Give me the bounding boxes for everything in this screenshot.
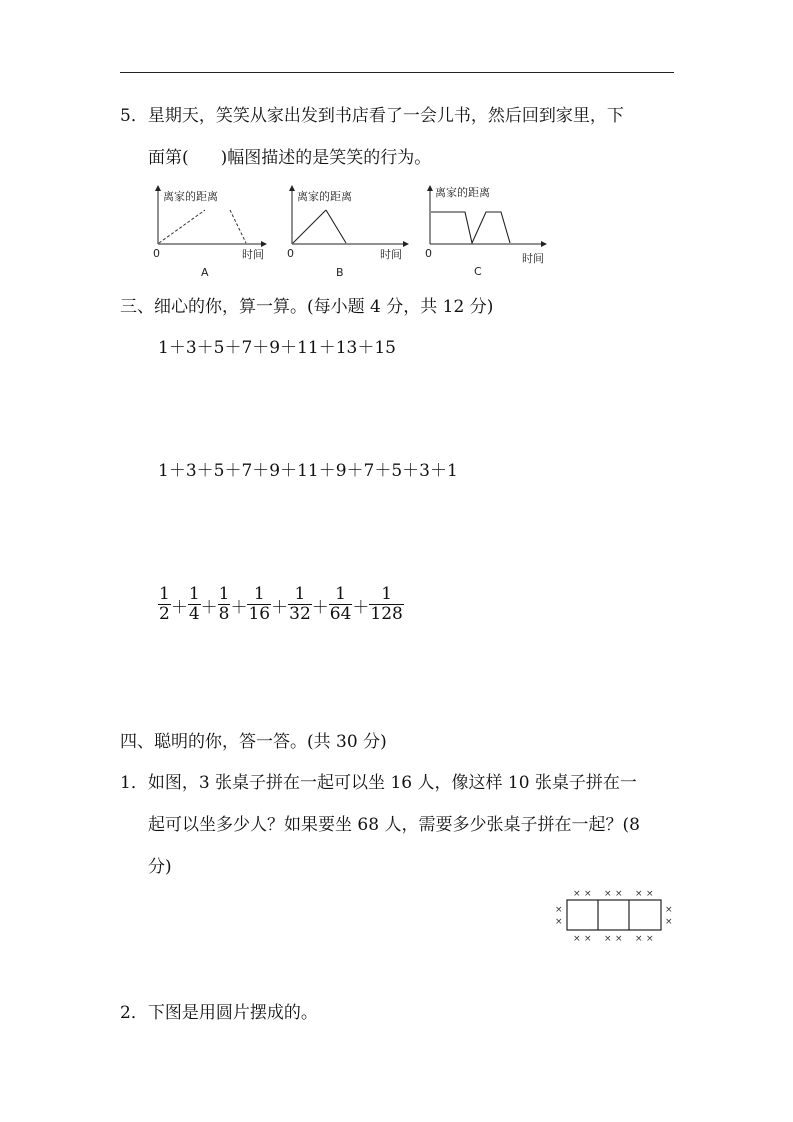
plus-sign: ＋: [352, 597, 370, 618]
q5-line2-post: )幅图描述的是笑笑的行为。: [220, 148, 432, 168]
fraction: $\frac{1}{32}$: [289, 584, 311, 624]
seat-mark: ×: [584, 934, 592, 944]
seat-mark: ×: [615, 934, 623, 944]
plus-sign: ＋: [170, 597, 188, 618]
q5-line2: [148, 148, 431, 168]
header-rule: [120, 72, 674, 73]
plus-sign: ＋: [311, 597, 329, 618]
graph-c-xlabel: 时间: [522, 252, 544, 265]
graph-c-letter: C: [474, 265, 482, 278]
graph-a-ylabel: 离家的距离: [163, 190, 218, 203]
q1-line3: 分): [148, 857, 172, 877]
q1-line1: 1．如图，3 张桌子拼在一起可以坐 16 人，像这样 10 张桌子拼在一: [120, 773, 637, 793]
q1-line2: 起可以坐多少人？如果要坐 68 人，需要多少张桌子拼在一起？(8: [148, 815, 640, 835]
fraction: $\frac{1}{16}$: [248, 584, 271, 624]
fraction: $\frac{1}{128}$: [370, 584, 403, 624]
expr-1: 1＋3＋5＋7＋9＋11＋13＋15: [158, 338, 396, 358]
seat-mark: ×: [555, 905, 563, 915]
graph-c: [422, 182, 554, 280]
graph-b-line-out: [293, 210, 326, 243]
graph-a-xlabel: 时间: [242, 248, 264, 261]
table-row-outline: [567, 900, 661, 930]
q5-line1: 5．星期天，笑笑从家出发到书店看了一会儿书，然后回到家里，下: [120, 106, 624, 126]
graph-a-letter: A: [201, 266, 209, 279]
plus-sign: ＋: [230, 597, 248, 618]
q2-line1: 2．下图是用圆片摆成的。: [120, 1003, 318, 1023]
seat-mark: ×: [646, 889, 654, 899]
seat-mark: ×: [615, 889, 623, 899]
seat-mark: ×: [573, 934, 581, 944]
graph-c-line: [431, 212, 510, 243]
graph-c-origin: 0: [425, 247, 432, 260]
seat-mark: ×: [635, 889, 643, 899]
fraction: $\frac{1}{64}$: [329, 584, 352, 624]
seat-mark: ×: [584, 889, 592, 899]
graph-a-line-out: [159, 210, 205, 243]
fraction: $\frac{1}{4}$: [188, 584, 200, 624]
graph-b: [284, 182, 412, 280]
graph-b-xlabel: 时间: [380, 248, 402, 261]
seat-mark: ×: [635, 934, 643, 944]
fraction: $\frac{1}{2}$: [159, 584, 170, 624]
plus-sign: ＋: [200, 597, 218, 618]
graph-b-letter: B: [336, 266, 344, 279]
seat-mark: ×: [604, 934, 612, 944]
graph-b-ylabel: 离家的距离: [297, 190, 352, 203]
seat-mark: ×: [573, 889, 581, 899]
expr-2: 1＋3＋5＋7＋9＋11＋9＋7＋5＋3＋1: [158, 461, 458, 481]
seat-mark: ×: [555, 917, 563, 927]
tables-figure: [553, 886, 677, 944]
graph-b-origin: 0: [287, 247, 294, 260]
seat-mark: ×: [665, 905, 673, 915]
plus-sign: ＋: [271, 597, 289, 618]
graph-b-line-back: [326, 210, 346, 243]
fraction: $\frac{1}{8}$: [218, 584, 230, 624]
graph-a-origin: 0: [153, 247, 160, 260]
section4-heading: 四、聪明的你，答一答。(共 30 分): [120, 732, 387, 752]
graph-a-line-back: [230, 210, 246, 243]
expr-3-fractions: [158, 585, 404, 624]
graph-a: [150, 182, 272, 280]
seat-mark: ×: [665, 917, 673, 927]
section3-heading: 三、细心的你，算一算。(每小题 4 分，共 12 分): [120, 297, 494, 317]
q5-line2-pre: 面第(: [148, 148, 189, 168]
graph-c-ylabel: 离家的距离: [435, 186, 490, 199]
seat-mark: ×: [646, 934, 654, 944]
seat-mark: ×: [604, 889, 612, 899]
